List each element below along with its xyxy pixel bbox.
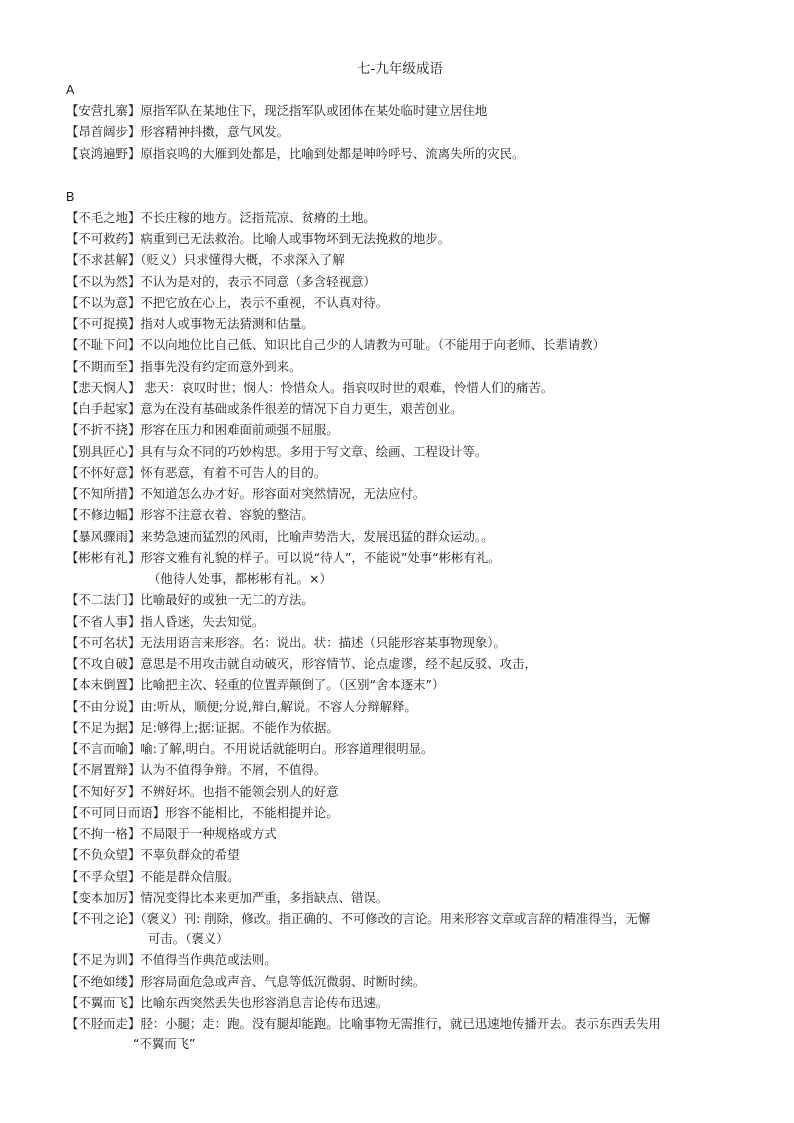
idiom-entry: 【不怀好意】怀有恶意，有着不可告人的目的。: [66, 464, 327, 480]
idiom-entry: 【悲天悯人】 悲天：哀叹时世；悯人：怜惜众人。指哀叹时世的艰难，怜惜人们的痛苦。: [66, 379, 554, 395]
idiom-entry: 【不由分说】由:听从，顺便;分说,辩白,解说。不容人分辩解释。: [66, 698, 417, 714]
idiom-entry: 【变本加厉】情况变得比本来更加严重，多指缺点、错误。: [66, 889, 389, 905]
idiom-entry: 【不攻自破】意思是不用攻击就自动破灭，形容情节、论点虚谬，经不起反驳、攻击，: [66, 656, 537, 671]
idiom-entry: 【本末倒置】比喻把主次、轻重的位置弄颠倒了。（区别“舍本逐末”）: [66, 677, 445, 693]
idiom-entry: 【彬彬有礼】形容文雅有礼貌的样子。可以说“待人”，不能说”处事“彬彬有礼。: [66, 549, 501, 565]
idiom-entry: 【不二法门】比喻最好的或独一无二的方法。: [66, 592, 314, 608]
section-letter-b: B: [66, 189, 75, 204]
idiom-entry: 【不胫而走】胫：小腿；走：跑。没有腿却能跑。比喻事物无需推行，就已迅速地传播开去。表示东西丢失用: [66, 1016, 661, 1031]
idiom-entry: 【不可捉摸】指对人或事物无法猜测和估量。: [66, 316, 314, 331]
idiom-entry: 【暴风骤雨】来势急速而猛烈的风雨，比喻声势浩大，发展迅猛的群众运动。。: [66, 528, 494, 544]
document-page: [66, 58, 746, 1054]
idiom-entry: 【不知好歹】不辨好坏。也指不能领会别人的好意: [66, 783, 339, 799]
section-letter-a: A: [66, 83, 75, 97]
idiom-entry: 【不期而至】指事先没有约定而意外到来。: [66, 358, 302, 374]
idiom-entry: 【不省人事】指人昏迷，失去知觉。: [66, 613, 265, 629]
idiom-entry: 【不折不挠】形容在压力和困难面前顽强不屈服。: [66, 422, 339, 438]
idiom-entry: 【不以为意】不把它放在心上，表示不重视，不认真对待。: [66, 294, 389, 310]
idiom-entry: 【不负众望】不辜负群众的希望: [66, 847, 240, 863]
idiom-entry: 【不屑置辩】认为不值得争辩。不屑，不值得。: [66, 762, 327, 778]
section-gap: [66, 164, 746, 187]
idiom-entry: 【不足为据】足:够得上;据:证据。不能作为依据。: [66, 719, 339, 735]
idiom-entry: 【不以为然】不认为是对的，表示不同意（多含轻视意）: [66, 273, 376, 289]
idiom-entry: 【不刊之论】（褒义）刊: 削除，修改。指正确的、不可修改的言论。用来形容文章或言辞的精准得当，无懈: [66, 911, 651, 926]
idiom-entry: 【不求甚解】（贬义）只求懂得大概，不求深入了解: [66, 252, 345, 268]
section-a-entries: [66, 100, 746, 164]
idiom-entry: 【不绝如缕】形容局面危急或声音、气息等低沉微弱、时断时续。: [66, 973, 426, 989]
idiom-entry: 【不可救药】病重到已无法救治。比喻人或事物坏到无法挽救的地步。: [66, 231, 451, 246]
idiom-entry: 【不拘一格】不局限于一种规格或方式: [66, 826, 277, 841]
idiom-entry: 【不知所措】不知道怎么办才好。形容面对突然情况，无法应付。: [66, 486, 426, 501]
idiom-entry-continuation: “不翼而飞”: [133, 1036, 196, 1052]
idiom-entry: 【安营扎寨】原指军队在某地住下，现泛指军队或团体在某处临时建立居住地: [66, 103, 488, 118]
idiom-entry-example: （他待人处事，都彬彬有礼。×）: [148, 571, 332, 586]
idiom-entry: 【不毛之地】不长庄稼的地方。泛指荒凉、贫瘠的土地。: [66, 209, 376, 225]
idiom-entry: 【白手起家】意为在没有基础或条件很差的情况下自力更生，艰苦创业。: [66, 401, 463, 416]
idiom-entry: 【不孚众望】不能是群众信服。: [66, 868, 240, 884]
idiom-entry: 【不言而喻】喻:了解,明白。不用说话就能明白。形容道理很明显。: [66, 741, 434, 756]
idiom-entry: 【昂首阔步】形容精神抖擞，意气风发。: [66, 124, 290, 140]
page-title: 七-九年级成语: [357, 61, 443, 77]
idiom-entry: 【不足为训】不值得当作典范或法则。: [66, 952, 277, 968]
idiom-entry: 【不翼而飞】比喻东西突然丢失也形容消息言论传布迅速。: [66, 994, 389, 1010]
idiom-entry: 【哀鸿遍野】原指哀鸣的大雁到处都是，比喻到处都是呻吟呼号、流离失所的灾民。: [66, 145, 525, 161]
idiom-entry: 【不可名状】无法用语言来形容。名：说出。状：描述（只能形容某事物现象）。: [66, 634, 506, 650]
idiom-entry: 【不可同日而语】形容不能相比，不能相提并论。: [66, 804, 339, 820]
idiom-entry: 【别具匠心】具有与众不同的巧妙构思。多用于写文章、绘画、工程设计等。: [66, 443, 488, 459]
idiom-entry-continuation: 可击。（褒义）: [148, 931, 229, 947]
idiom-entry: 【不耻下问】不以向地位比自己低、知识比自己少的人请教为可耻。（不能用于向老师、长辈请教）: [66, 337, 605, 353]
section-b-entries: [66, 207, 746, 1055]
idiom-entry: 【不修边幅】形容不注意衣着、容貌的整洁。: [66, 507, 314, 523]
